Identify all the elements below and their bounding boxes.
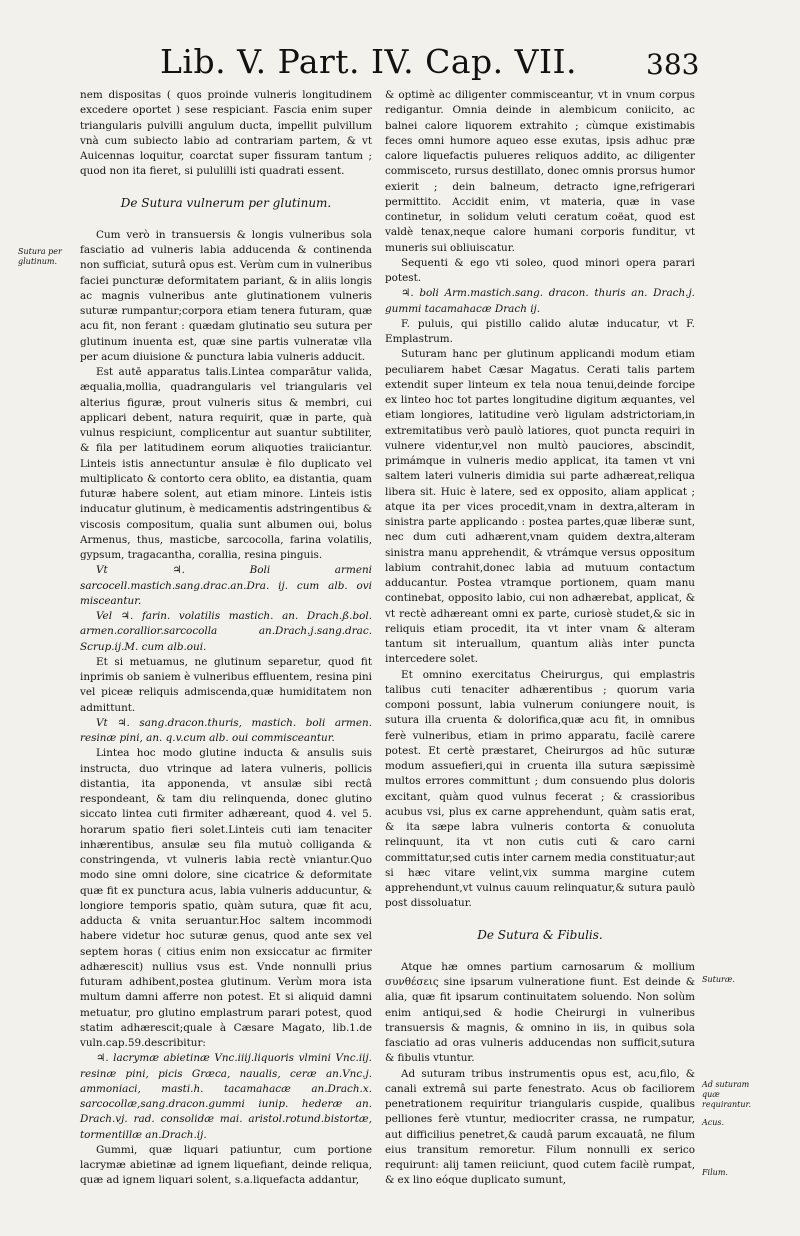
paragraph: Lintea hoc modo glutine inducta & ansulis suis instructa, duo vtrinque ad latera vulneris, pollicis distantia, ita apponenda, vt ansulæ sibi rectâ respondeant, & tam diu relinquenda, donec glutino siccato lintea cuti firmiter adhæreant, quod 4. vel 5. horarum spatio fieri solet.Linteis cuti iam tenaciter inhærentibus, ansulæ seu fila mutuò colliganda & constringenda, vt vulneris labia rectè vniantur.Quo modo sine omni dolore, sine cicatrice & deformitate quæ fit ex punctura acus, labia vulneris adducuntur, & longiore temporis spatio, quàm sutura, quæ fit acu, adducta & vnita seruantur.Hoc saltem incommodi habere videtur hoc suturæ genus, quod ante sex vel septem horas ( citius enim non exsiccatur ac firmiter adhærescit) nullius vsus est. Vnde nonnulli prius futuram adhibent,postea glutinum. Verùm mora ista multum damni afferre non potest. Et si aliquid damni metuatur, pro glutino emplastrum parari potest, quod statim adhærescit;quale à Cæsare Magato, lib.1.de vuln.cap.59.describitur: <box>80 747 372 1049</box>
section-heading: De Sutura & Fibulis. <box>477 927 603 942</box>
recipe: ♃. boli Arm.mastich.sang. dracon. thuris an. Drach.j. gummi tacamahacæ Drach ij. <box>385 287 695 315</box>
recipe: Vel ♃. farin. volatilis mastich. an. Drach.ß.bol. armen.corallior.sarcocolla an.Drach.j.sang.drac. Scrup.ij.M. cum alb.oui. <box>80 610 372 653</box>
margin-note-suturae: Suturæ. <box>702 975 735 984</box>
margin-note-acus: Acus. <box>702 1118 725 1127</box>
paragraph: Et si metuamus, ne glutinum separetur, quod fit inprimis ob saniem è vulneribus effluentem, resina pini vel piceæ reliquis admiscenda,quæ humiditatem non admittunt. <box>80 655 372 714</box>
paragraph: Cum verò in transuersis & longis vulneribus sola fasciatio ad vulneris labia adducenda & continenda non sufficiat, suturâ opus est. Verùm cum in vulneribus faciei puncturæ deformitatem pariant, & in aliis longis ac magnis vulneribus ante glutinationem vulneris suturæ rumpantur;corpora etiam tenera futuram, quæ acu fit, non ferant : quædam glutinatio seu sutura per glutinum inuenta est, quæ sine partis vulneratæ vlla per acum diuisione & punctura labia vulneris adducit. <box>80 228 372 363</box>
margin-note-sutura-per-glutinum: Sutura per glutinum. <box>18 247 62 266</box>
recipe: Vt ♃. Boli armeni sarcocell.mastich.sang.drac.an.Dra. ij. cum alb. ovi misceantur. <box>80 564 372 607</box>
paragraph: Sequenti & ego vti soleo, quod minori opera parari potest. <box>385 256 695 284</box>
running-header: Lib. V. Part. IV. Cap. VII. <box>160 42 578 81</box>
paragraph: & optimè ac diligenter commisceantur, vt in vnum corpus redigantur. Omnia deinde in alembicum coniicito, ac balnei calore liquorem extrahito ; cùmque existimabis feces omni humore aqueo esse exutas, ipsis adhuc præ calore liquefactis pulueres reliquos addito, ac diligenter commisceto, rursus destillato, donec omnis prorsus humor exierit ; dein balneum, detracto igne,refrigerari permittito. Accidit enim, vt materia, quæ in vase continetur, in solidum veluti ceratum coëat, quod est valdè tenax,neque calore humani corporis funditur, vt muneris sui obliuiscatur. <box>385 89 695 254</box>
margin-note-filum: Filum. <box>702 1168 728 1177</box>
paragraph: F. puluis, qui pistillo calido alutæ inducatur, vt F. Emplastrum. <box>385 317 695 345</box>
left-column <box>80 88 372 1189</box>
page-number: 383 <box>646 48 700 81</box>
margin-note-ad-suturam: Ad suturam quæ requirantur. <box>702 1080 751 1109</box>
paragraph: nem dispositas ( quos proinde vulneris longitudinem excedere oportet ) sese respiciant. Fascia enim super triangularis pulvilli angulum ducta, impellit pulvillum vnà cum subiecto labio ad contrariam partem, & vt Auicennas loquitur, coarctat super fissuram tantum ; quod non ita fieret, si pululilli isti quadrati essent. <box>80 89 372 178</box>
paragraph: Gummi, quæ liquari patiuntur, cum portione lacrymæ abietinæ ad ignem liquefiant, deinde reliqua, quæ ad ignem liquari solent, s.a.liquefacta addantur, <box>80 1143 372 1187</box>
paragraph: Ad suturam tribus instrumentis opus est, acu,filo, & canali extremâ sui parte fenestrato. Acus ob faciliorem penetrationem requiritur triangularis cuspide, qualibus pelliones ferè vtuntur, mediocriter crassa, ne rumpatur, aut difficilius penetret,& caudâ parum excauatâ, ne filum eius transitum remoretur. Filum nonnulli ex serico requirunt: alij tamen reiiciunt, quod cutem facilè rumpat, & ex lino eóque duplicato sumunt, <box>385 1067 695 1187</box>
recipe: ♃. lacrymæ abietinæ Vnc.iiij.liquoris vlmini Vnc.iij. resinæ pini, picis Græca, naualis, ceræ an.Vnc.j. ammoniaci, masti.h. tacamahacæ an.Drach.x. sarcocollæ,sang.dracon.gummi iunip. hederæ an. Drach.vj. rad. consolidæ mai. aristol.rotund.bistortæ, tormentillæ an.Drach.ij. <box>80 1052 372 1141</box>
paragraph: Atque hæ omnes partium carnosarum & mollium συνθέσεις sine ipsarum vulneratione fiunt. Est deinde & alia, quæ fit ipsarum continuitatem soluendo. Non solùm enim antiqui,sed & hodie Cheirurgi in vulneribus transuersis & magnis, & omnino in iis, in quibus sola fasciatio ad oras vulneris adducendas non sufficit,sutura & fibulis vtuntur. <box>385 960 695 1065</box>
recipe: Vt ♃. sang.dracon.thuris, mastich. boli armen. resinæ pini, an. q.v.cum alb. oui commisceantur. <box>80 716 372 744</box>
paragraph: Et omnino exercitatus Cheirurgus, qui emplastris talibus cuti tenaciter adhærentibus ; quorum varia componi possunt, labia vulnerum coniungere nouit, is sutura illa cruenta & dolorifica,quæ acu fit, in omnibus ferè vulneribus, etiam in primo apparatu, facilè carere potest. Et certè præstaret, Cheirurgos ad hūc suturæ modum assuefieri,qui in cruenta illa sutura sæpissimè multos errores committunt ; dum consuendo plus doloris excitant, quàm quod vulnus fecerat ; & crassioribus acubus vsi, plus ex carne apprehendunt, quàm satis erat, & ita sæpe labra vulneris contorta & conuoluta relinquunt, ita vt non cutis cuti & caro carni committatur,sed cutis inter carnem media constituatur;aut si hæc vitare velint,vix summa margine cutem apprehendunt,vt vulnus cauum relinquatur,& sutura paulò post dissoluatur. <box>385 668 695 910</box>
paragraph: Est autē apparatus talis.Lintea comparātur valida, æqualia,mollia, quadrangularis vel triangularis vel alterius figuræ, prout vulneris situs & membri, cui applicari debent, natura requirit, quæ in parte, quà vulnus respiciunt, complicentur aut suantur subtiliter, & fila per latitudinem eorum aliquoties traiiciantur. Linteis istis annectuntur ansulæ è filo duplicato vel multiplicato & contorto cera oblito, ea distantia, quam futuræ habere solent, aut etiam minore. Linteis istis inducatur glutinum, è medicamentis adstringentibus & viscosis compositum, qualia sunt albumen oui, bolus Armenus, thus, masticbe, sarcocolla, farina volatilis, gypsum, tragacantha, corallia, resina pinguis. <box>80 366 372 561</box>
right-column <box>385 88 695 1189</box>
section-heading: De Sutura vulnerum per glutinum. <box>120 195 332 210</box>
paragraph: Suturam hanc per glutinum applicandi modum etiam peculiarem habet Cæsar Magatus. Cerati talis partem extendit super linteum ex tela noua tenui,deinde forcipe ex linteo hoc tot partes longitudine digitum æquantes, vel etiam longiores, latitudine verò ligulam adstrictoriam,in extremitatibus verò paulò latiores, quot puncta requiri in vulnere videntur,vel non multò pauciores, abscindit, primámque in vulneris medio applicat, ita tamen vt vni saltem lateri vulneris dimidia sui parte adhæreat,reliqua libera sit. Huic è latere, sed ex opposito, aliam applicat ; atque ita per vices procedit,vnam in dextra,alteram in sinistra parte applicando : postea partes,quæ liberæ sunt, nec dum cuti adhærent,vnam quidem dextra,alteram sinistra manu apprehendit, & vtrámque versus oppositum labium contrahit,donec labia ad mutuum contactum adducantur. Postea vtramque portionem, quam manu continebat, opposito labio, cui non adhærebat, applicat, & vt rectè adhæreant omni ex parte, curiosè studet,& sic in reliquis etiam procedit, ita vt inter vnam & alteram tantum sit interuallum, quantum aliàs inter puncta intercedere solet. <box>385 348 695 666</box>
